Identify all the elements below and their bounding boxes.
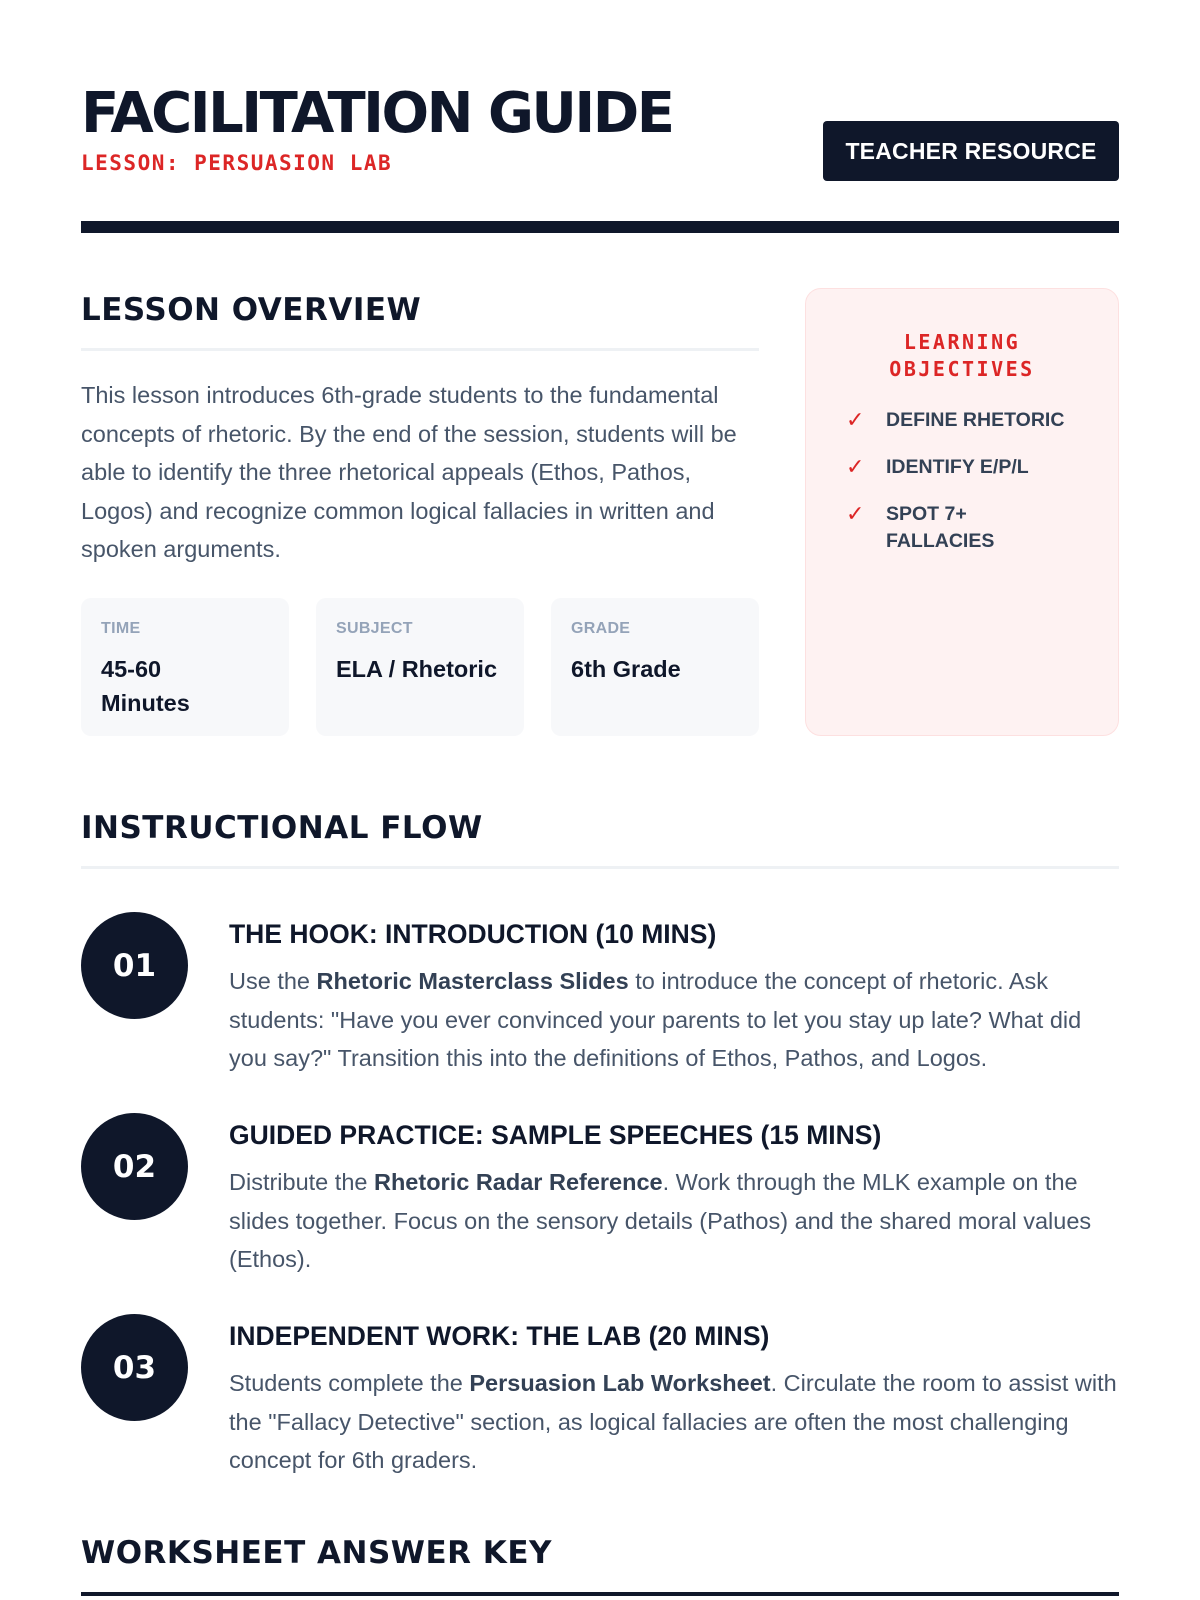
step-number-circle: 01 <box>81 912 188 1019</box>
answer-key-divider <box>81 1592 1119 1596</box>
flow-divider <box>81 866 1119 869</box>
step-number-circle: 02 <box>81 1113 188 1220</box>
teacher-resource-badge: TEACHER RESOURCE <box>823 121 1119 181</box>
page-title: FACILITATION GUIDE <box>81 81 673 146</box>
fact-value: 45-60 Minutes <box>101 656 190 716</box>
fact-value: ELA / Rhetoric <box>336 656 498 682</box>
objectives-title-text: LEARNING OBJECTIVES <box>889 330 1035 381</box>
check-icon: ✓ <box>846 454 865 479</box>
step-title: INDEPENDENT WORK: THE LAB (20 MINS) <box>229 1321 770 1351</box>
fact-value: 6th Grade <box>571 656 681 682</box>
resource-name: Rhetoric Radar Reference <box>373 1169 663 1195</box>
overview-text: This lesson introduces 6th-grade students to the fundamental concepts of rhetoric. By the end of the session, students will be able to identify the three rhetorical appeals (Ethos, Pathos, Logos) and recognize common logical fallacies in written and spoken arguments. <box>81 382 737 562</box>
fact-card-grade <box>551 598 759 736</box>
step-title: GUIDED PRACTICE: SAMPLE SPEECHES (15 MINS) <box>229 1120 882 1150</box>
objective-text: DEFINE RHETORIC <box>886 409 1065 431</box>
header-divider <box>81 221 1119 233</box>
resource-name: Rhetoric Masterclass Slides <box>316 968 629 994</box>
step-body: Distribute the Rhetoric Radar Reference. Work through the MLK example on the slides together. Focus on the sensory details (Pathos) and the shared moral values (Ethos). <box>229 1169 1092 1272</box>
step-title: THE HOOK: INTRODUCTION (10 MINS) <box>229 919 717 949</box>
fact-card-subject <box>316 598 524 736</box>
fact-card-time <box>81 598 289 736</box>
answer-key-heading: WORKSHEET ANSWER KEY <box>81 1535 552 1571</box>
learning-objectives-card <box>805 288 1119 736</box>
check-icon: ✓ <box>846 501 865 526</box>
header <box>81 0 1119 236</box>
overview-divider <box>81 348 759 351</box>
objectives-title <box>806 329 1118 383</box>
step-body: Students complete the Persuasion Lab Worksheet. Circulate the room to assist with the "Fallacy Detective" section, as logical fallacies are often the most challenging concept for 6th graders. <box>229 1370 1117 1473</box>
step-number-circle: 03 <box>81 1314 188 1421</box>
lesson-subtitle: LESSON: PERSUASION LAB <box>81 151 393 175</box>
overview-heading: LESSON OVERVIEW <box>81 292 422 328</box>
objective-text: SPOT 7+ FALLACIES <box>886 503 995 552</box>
instructional-flow-heading: INSTRUCTIONAL FLOW <box>81 810 483 846</box>
resource-name: Persuasion Lab Worksheet <box>469 1370 771 1396</box>
lesson-facts <box>81 598 759 736</box>
step-body: Use the Rhetoric Masterclass Slides to introduce the concept of rhetoric. Ask students: "Have you ever convinced your parents to let you stay up late? What did you say?" Transition this into the definitions of Ethos, Pathos, and Logos. <box>229 968 1082 1071</box>
fact-label: GRADE <box>571 620 631 637</box>
objective-text: IDENTIFY E/P/L <box>886 456 1029 478</box>
fact-label: SUBJECT <box>336 620 413 637</box>
check-icon: ✓ <box>846 407 865 432</box>
lesson-overview-section <box>81 236 1119 766</box>
fact-label: TIME <box>101 620 141 637</box>
